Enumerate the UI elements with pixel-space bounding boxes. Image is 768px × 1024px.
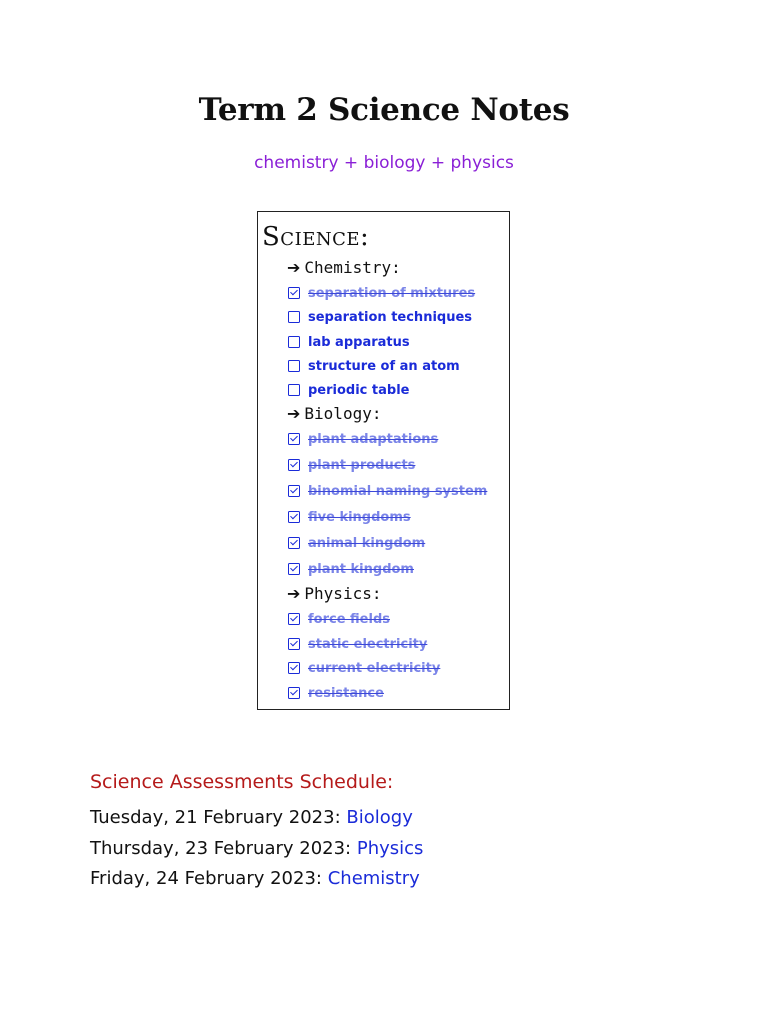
checklist-item-label: five kingdoms [308, 509, 411, 525]
arrow-right-icon: ➔ [287, 258, 301, 277]
checklist-item[interactable] [288, 684, 384, 702]
page-subtitle: chemistry + biology + physics [254, 153, 514, 173]
checklist-item[interactable] [288, 333, 410, 351]
schedule-date: Tuesday, 21 February 2023: [90, 807, 341, 828]
arrow-right-icon: ➔ [287, 584, 301, 603]
schedule-entry [90, 838, 423, 859]
checklist-item-label: static electricity [308, 636, 428, 652]
category-label: Chemistry: [304, 258, 401, 277]
checklist-item-label: plant kingdom [308, 561, 414, 577]
checklist-item[interactable] [288, 456, 415, 474]
checkbox-icon[interactable] [288, 485, 300, 497]
category-label: Physics: [304, 584, 382, 603]
checklist-item[interactable] [288, 308, 472, 326]
checklist-item-label: animal kingdom [308, 535, 426, 551]
checklist-item[interactable] [288, 482, 487, 500]
checkbox-icon[interactable] [288, 459, 300, 471]
category-chemistry [287, 258, 401, 277]
checklist-item-label: plant adaptations [308, 431, 439, 447]
checklist-item[interactable] [288, 357, 460, 375]
checklist-item[interactable] [288, 508, 411, 526]
schedule-subject: Physics [356, 838, 424, 859]
schedule-subject: Chemistry [327, 868, 420, 889]
category-physics [287, 584, 381, 603]
checkbox-icon[interactable] [288, 336, 300, 348]
checkbox-icon[interactable] [288, 360, 300, 372]
checklist-item[interactable] [288, 284, 475, 302]
checklist-item[interactable] [288, 635, 427, 653]
checklist-item-label: force fields [308, 611, 390, 627]
checkbox-icon[interactable] [288, 687, 300, 699]
checkbox-icon[interactable] [288, 638, 300, 650]
checklist-item[interactable] [288, 534, 425, 552]
checkbox-icon[interactable] [288, 311, 300, 323]
checklist-item-label: lab apparatus [308, 334, 410, 350]
checklist-item[interactable] [288, 430, 438, 448]
checklist-item-label: separation of mixtures [308, 285, 476, 301]
checkbox-icon[interactable] [288, 537, 300, 549]
category-label: Biology: [304, 404, 382, 423]
page-title: Term 2 Science Notes [198, 92, 570, 128]
checklist-item[interactable] [288, 560, 414, 578]
checkbox-icon[interactable] [288, 613, 300, 625]
checkbox-icon[interactable] [288, 384, 300, 396]
schedule-entry [90, 807, 413, 828]
checkbox-icon[interactable] [288, 563, 300, 575]
checklist-item-label: binomial naming system [308, 483, 488, 499]
schedule-date: Thursday, 23 February 2023: [90, 838, 352, 859]
schedule-heading: Science Assessments Schedule: [90, 771, 394, 793]
checklist-item[interactable] [288, 610, 390, 628]
category-biology [287, 404, 381, 423]
schedule-entry [90, 868, 420, 889]
checkbox-icon[interactable] [288, 662, 300, 674]
schedule-subject: Biology [346, 807, 413, 828]
notes-heading: Science: [262, 222, 370, 252]
checklist-item-label: resistance [308, 685, 384, 701]
checkbox-icon[interactable] [288, 433, 300, 445]
checklist-item-label: plant products [308, 457, 416, 473]
arrow-right-icon: ➔ [287, 404, 301, 423]
checklist-item-label: current electricity [308, 660, 441, 676]
schedule-date: Friday, 24 February 2023: [90, 868, 322, 889]
checklist-item-label: separation techniques [308, 309, 473, 325]
checkbox-icon[interactable] [288, 287, 300, 299]
checklist-item-label: structure of an atom [308, 358, 460, 374]
checkbox-icon[interactable] [288, 511, 300, 523]
checklist-item[interactable] [288, 381, 409, 399]
checklist-item[interactable] [288, 659, 440, 677]
checklist-item-label: periodic table [308, 382, 410, 398]
